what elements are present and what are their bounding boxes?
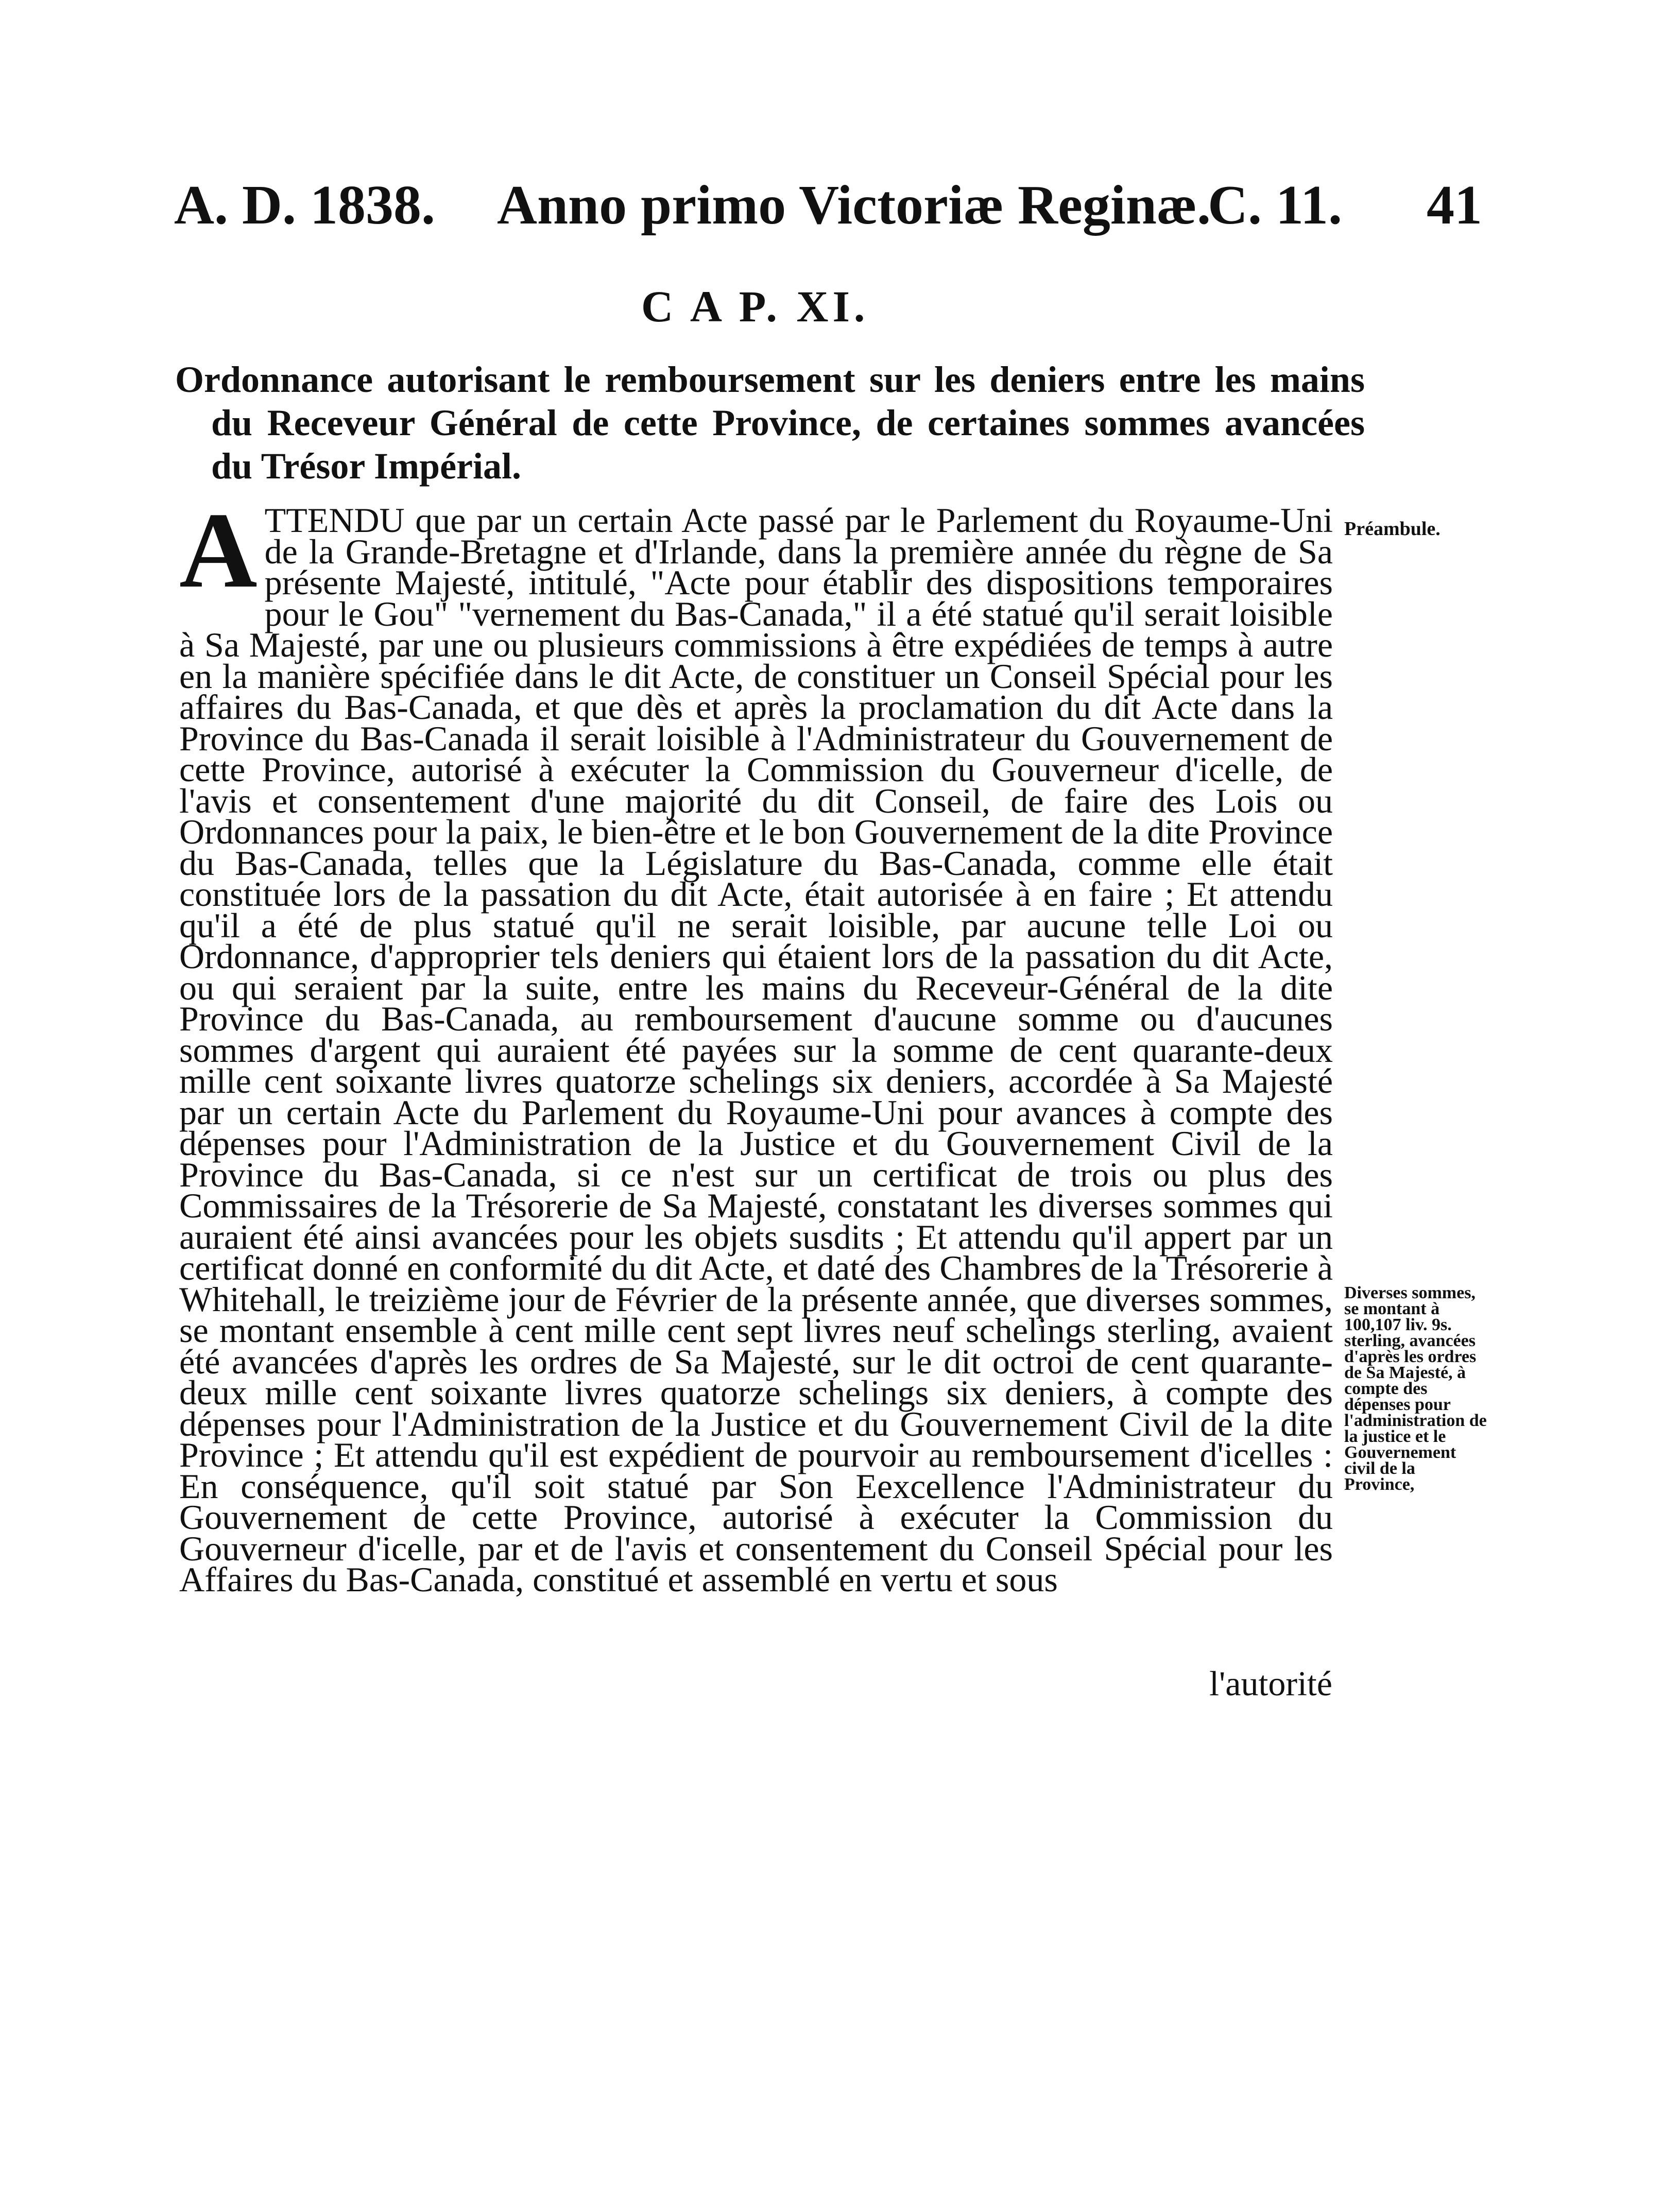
marginal-note-sums: Diverses sommes, se montant à 100,107 liv. 9s. sterling, avancées d'après les ordres de Sa Majesté, à compte des dépenses pour l'administration de la justice et le Gouvernement civil de la Province,: [1344, 1283, 1487, 1494]
header-chapter: C. 11.: [1208, 175, 1343, 236]
drop-cap: A: [179, 491, 258, 610]
chapter-heading: C A P. XI.: [641, 282, 869, 331]
body-text: TTENDU que par un certain Acte passé par le Parlement du Royaume-Uni de la Grande-Bretagne et d'Irlande, dans la première année du règne de Sa présente Majesté, intitulé, "Acte pour établir des dispositions temporaires pour le Gou" "vernement du Bas-Canada," il a été statué qu'il serait loisible à Sa Majesté, par une ou plusieurs commissions à être expédiées de temps à autre en la manière spécifiée dans le dit Acte, de constituer un Conseil Spécial pour les affaires du Bas-Canada, et que dès et après la proclamation du dit Acte dans la Province du Bas-Canada il serait loisible à l'Administrateur du Gouvernement de cette Province, autorisé à exécuter la Commission du Gouverneur d'icelle, de l'avis et consentement d'une majorité du dit Conseil, de faire des Lois ou Ordonnances pour la paix, le bien-être et le bon Gouvernement de la dite Province du Bas-Canada, telles que la Législature du Bas-Canada, comme elle était constituée lors de la passation du dit Acte, était autorisée à en faire ; Et attendu qu'il a été de plus statué qu'il ne serait loisible, par aucune telle Loi ou Ordonnance, d'approprier tels deniers qui étaient lors de la passation du dit Acte, ou qui seraient par la suite, entre les mains du Receveur-Général de la dite Province du Bas-Canada, au remboursement d'aucune somme ou d'aucunes sommes d'argent qui auraient été payées sur la somme de cent quarante-deux mille cent soixante livres quatorze schelings six deniers, accordée à Sa Majesté par un certain Acte du Parlement du Royaume-Uni pour avances à compte des dépenses pour l'Administration de la Justice et du Gouvernement Civil de la Province du Bas-Canada, si ce n'est sur un certificat de trois ou plus des Commissaires de la Trésorerie de Sa Majesté, constatant les diverses sommes qui auraient été ainsi avancées pour les objets susdits ; Et attendu qu'il appert par un certificat donné en conformité du dit Acte, et daté des Chambres de la Trésorerie à Whitehall, le treizième jour de Février de la présente année, que diverses sommes, se montant ensemble à cent mille cent sept livres neuf schelings sterling, avaient été avancées d'après les ordres de Sa Majesté, sur le dit octroi de cent quarante-deux mille cent soixante livres quatorze schelings six deniers, à compte des dépenses pour l'Administration de la Justice et du Gouvernement Civil de la dite Province ; Et attendu qu'il est expédient de pourvoir au remboursement d'icelles : En conséquence, qu'il soit statué par Son Eexcellence l'Administrateur du Gouvernement de cette Province, autorisé à exécuter la Commission du Gouverneur d'icelle, par et de l'avis et consentement du Conseil Spécial pour les Affaires du Bas-Canada, constitué et assemblé en vertu et sous: [179, 501, 1333, 1599]
header-year: A. D. 1838.: [174, 175, 435, 236]
page-number: 41: [1427, 175, 1482, 236]
body-section: [179, 491, 1333, 1599]
marginal-note-preamble: Préambule.: [1344, 518, 1441, 540]
header-title: Anno primo Victoriæ Reginæ.: [497, 175, 1211, 236]
ordinance-title: Ordonnance autorisant le remboursement sur les deniers entre les mains du Receveur Général de cette Province, de certaines sommes avancées du Trésor Impérial.: [175, 359, 1365, 487]
catchword: l'autorité: [1209, 1664, 1332, 1703]
